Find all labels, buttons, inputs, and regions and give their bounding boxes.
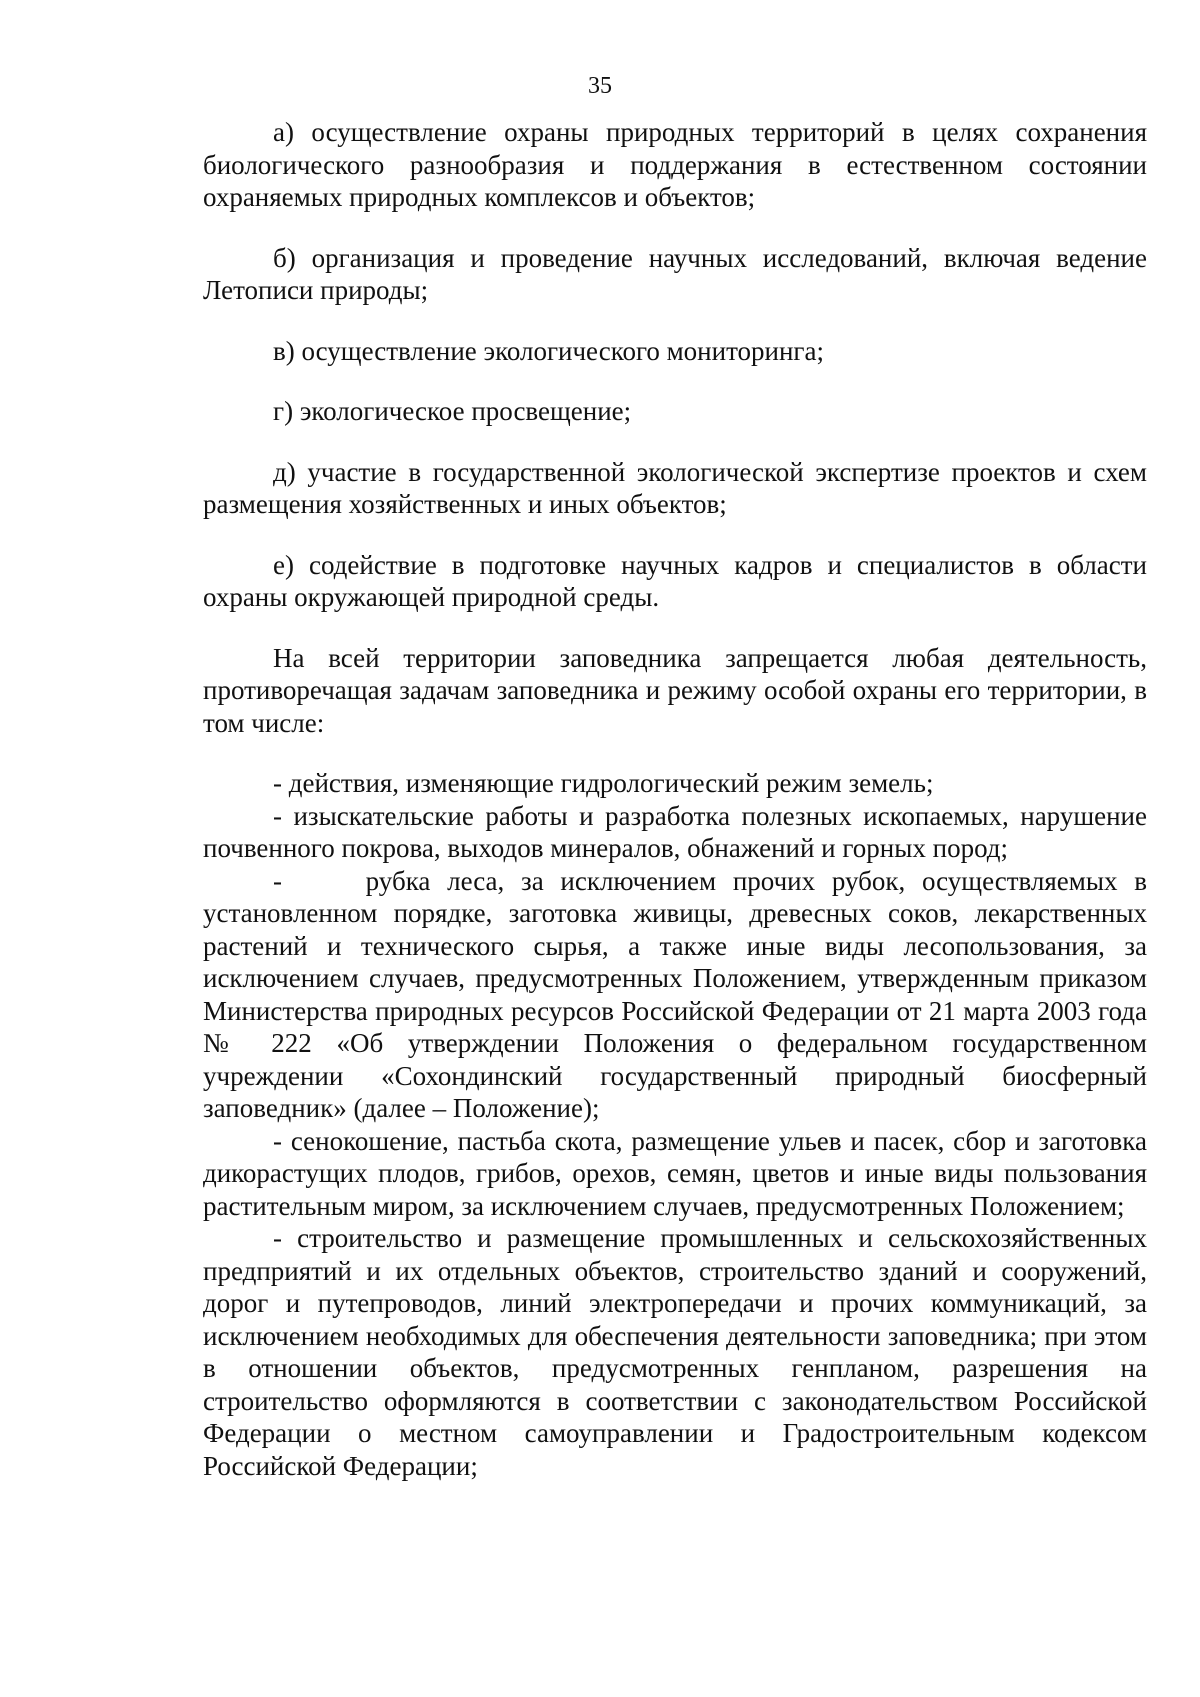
task-item-e: д) участие в государственной экологической экспертизе проектов и схем размещения хозяйственных и иных объектов; [203, 456, 1147, 519]
task-item-a: а) осуществление охраны природных территорий в целях сохранения биологического разнообразия и поддержания в естественном состоянии охраняемых природных комплексов и объектов; [203, 117, 1147, 212]
page-number: 35 [588, 73, 612, 99]
task-item-b: б) организация и проведение научных исследований, включая ведение Летописи природы; [203, 242, 1147, 305]
task-item-d: г) экологическое просвещение; [273, 396, 632, 426]
prohibition-item: - рубка леса, за исключением прочих рубок, осуществляемых в установленном порядке, заготовка живицы, древесных соков, лекарственных растений и технического сырья, а также иные виды лесопользования, за исключением случаев, предусмотренных Положением, утвержденным приказом Министерства природных ресурсов Российской Федерации от 21 марта 2003 года № 222 «Об утверждении Положения о федеральном государственном учреждении «Сохондинский государственный природный биосферный заповедник» (далее – Положение); [203, 865, 1154, 1123]
prohibition-intro: На всей территории заповедника запрещается любая деятельность, противоречащая задачам заповедника и режиму особой охраны его территории, в том числе: [203, 642, 1147, 738]
document-body [203, 116, 1154, 1482]
task-item-f: е) содействие в подготовке научных кадров и специалистов в области охраны окружающей природной среды. [203, 549, 1147, 612]
prohibition-item: - строительство и размещение промышленных и сельскохозяйственных предприятий и их отдельных объектов, строительство зданий и сооружений, дорог и путепроводов, линий электропередачи и прочих коммуникаций, за исключением необходимых для обеспечения деятельности заповедника; при этом в отношении объектов, предусмотренных генпланом, разрешения на строительство оформляются в соответствии с законодательством Российской Федерации о местном самоуправлении и Градостроительным кодексом Российской Федерации; [203, 1223, 1147, 1481]
prohibition-item: - изыскательские работы и разработка полезных ископаемых, нарушение почвенного покрова, выходов минералов, обнажений и горных пород; [203, 800, 1147, 863]
task-item-c: в) осуществление экологического мониторинга; [273, 335, 824, 366]
prohibition-item: - действия, изменяющие гидрологический режим земель; [273, 768, 934, 798]
prohibition-item: - сенокошение, пастьба скота, размещение ульев и пасек, сбор и заготовка дикорастущих плодов, грибов, орехов, семян, цветов и иные виды пользования растительным миром, за исключением случаев, предусмотренных Положением; [203, 1125, 1147, 1221]
